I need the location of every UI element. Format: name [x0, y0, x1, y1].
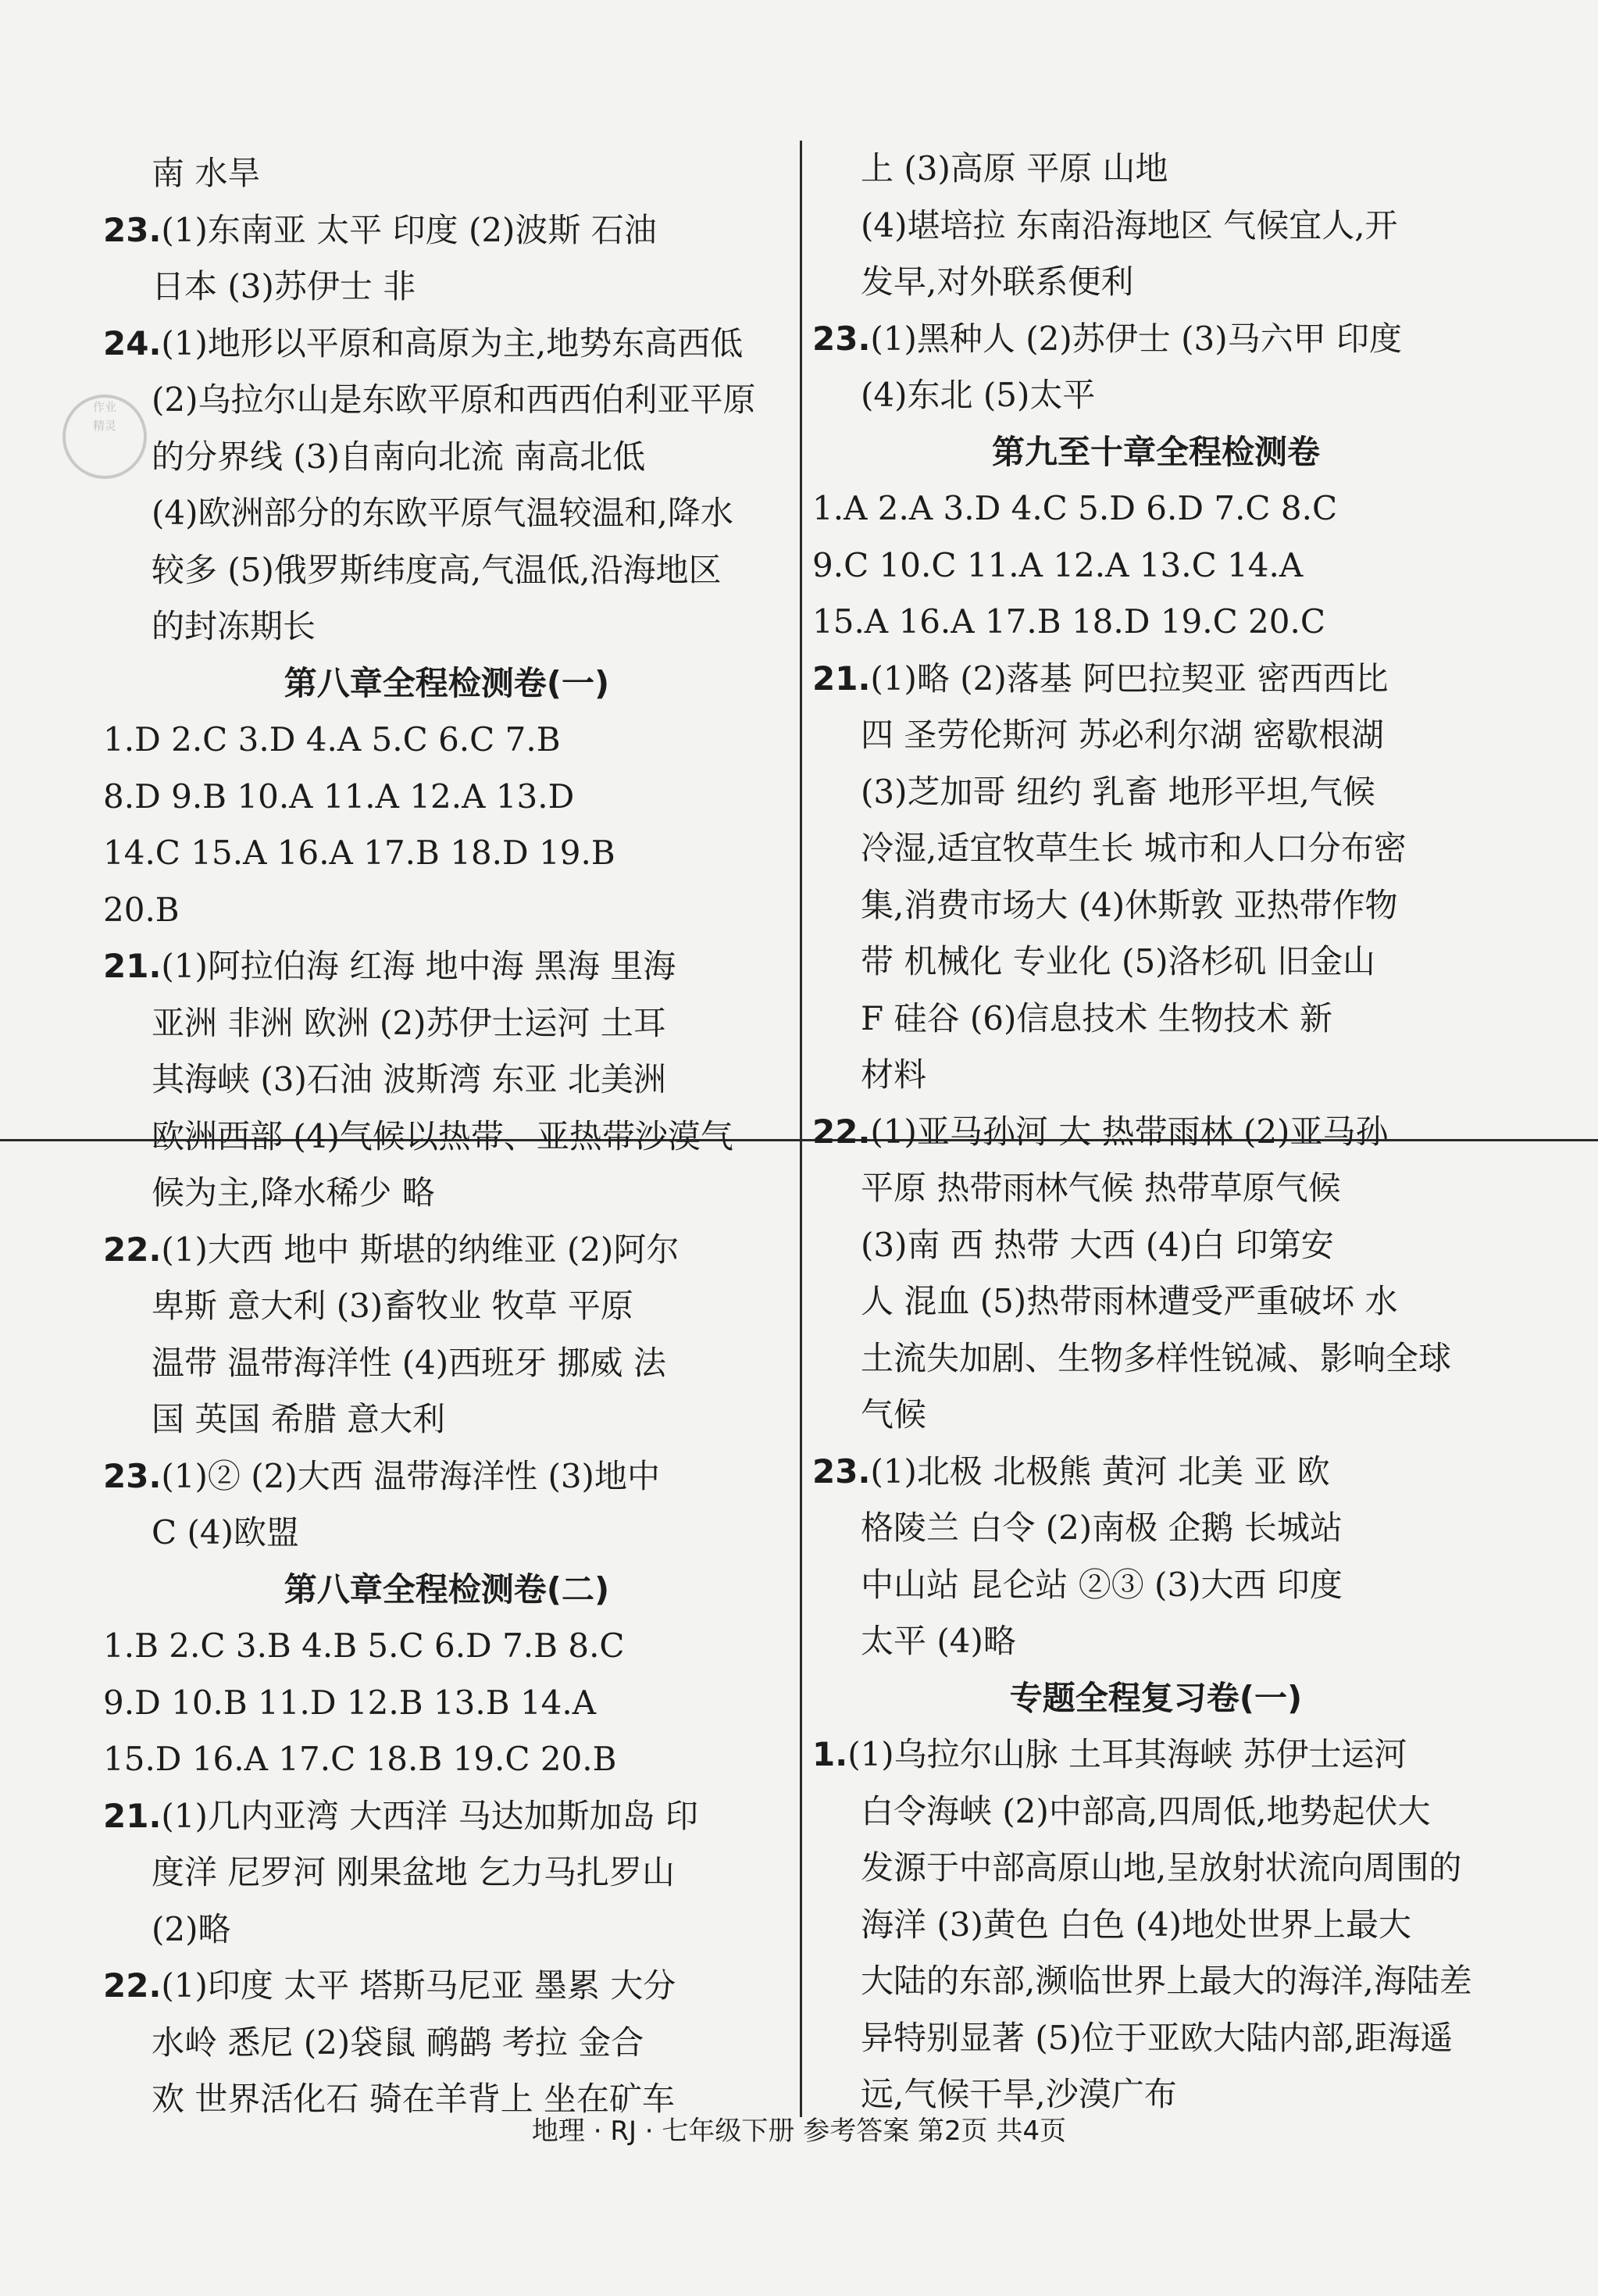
answer-text: (1)略 (2)落基 阿巴拉契亚 密西西比 — [870, 659, 1389, 698]
left-column — [103, 145, 790, 2128]
answer-continuation: 材料 — [861, 1055, 927, 1094]
answer-continuation: 温带 温带海洋性 (4)西班牙 挪威 法 — [152, 1343, 666, 1382]
answer-line — [812, 1104, 1500, 1161]
column-divider — [800, 141, 802, 2117]
answer-continuation: 白令海峡 (2)中部高,四周低,地势起伏大 — [861, 1791, 1431, 1830]
answer-continuation: F 硅谷 (6)信息技术 生物技术 新 — [861, 998, 1333, 1037]
answer-text: (1)印度 太平 塔斯马尼亚 墨累 大分 — [161, 1966, 676, 2005]
choice-answers: 8.D 9.B 10.A 11.A 12.A 13.D — [103, 777, 575, 816]
answer-continuation: 发源于中部高原山地,呈放射状流向周围的 — [861, 1848, 1462, 1887]
answer-continuation: 大陆的东部,濒临世界上最大的海洋,海陆差 — [861, 1962, 1472, 2000]
answer-continuation: (2)略 — [152, 1909, 231, 1948]
answer-continuation: 日本 (3)苏伊士 非 — [152, 267, 416, 305]
answer-continuation: 较多 (5)俄罗斯纬度高,气温低,沿海地区 — [152, 550, 722, 589]
choice-answers: 1.A 2.A 3.D 4.C 5.D 6.D 7.C 8.C — [812, 489, 1338, 527]
choice-answers: 9.C 10.C 11.A 12.A 13.C 14.A — [812, 545, 1304, 584]
section-title: 第八章全程检测卷(二) — [284, 1569, 610, 1609]
answer-line — [812, 1726, 1500, 1784]
answer-continuation: 国 英国 希腊 意大利 — [152, 1400, 446, 1438]
question-number: 21. — [812, 659, 871, 698]
answer-continuation: (2)乌拉尔山是东欧平原和西西伯利亚平原 — [152, 380, 756, 419]
answer-continuation: 亚洲 非洲 欧洲 (2)苏伊士运河 土耳 — [152, 1003, 666, 1042]
answer-continuation: 的分界线 (3)自南向北流 南高北低 — [152, 437, 646, 476]
answer-line — [103, 1222, 790, 1279]
answer-continuation: 卑斯 意大利 (3)畜牧业 牧草 平原 — [152, 1287, 633, 1325]
answer-continuation: (3)南 西 热带 大西 (4)白 印第安 — [861, 1225, 1334, 1264]
answer-continuation: 候为主,降水稀少 略 — [152, 1173, 435, 1212]
answer-text: (1)地形以平原和高原为主,地势东高西低 — [161, 323, 744, 362]
choice-answers: 20.B — [103, 890, 180, 929]
answer-text: (1)② (2)大西 温带海洋性 (3)地中 — [161, 1456, 660, 1495]
answer-text: (1)大西 地中 斯堪的纳维亚 (2)阿尔 — [161, 1230, 680, 1269]
answer-continuation: 集,消费市场大 (4)休斯敦 亚热带作物 — [861, 885, 1398, 924]
answer-continuation: C (4)欧盟 — [152, 1513, 299, 1551]
answer-continuation: 四 圣劳伦斯河 苏必利尔湖 密歇根湖 — [861, 716, 1385, 754]
question-number: 23. — [103, 1456, 162, 1495]
answer-continuation: 平原 热带雨林气候 热带草原气候 — [861, 1169, 1341, 1207]
answer-line — [103, 1958, 790, 2015]
answer-continuation: (4)欧洲部分的东欧平原气温较温和,降水 — [152, 494, 733, 532]
answer-text: (1)乌拉尔山脉 土耳其海峡 苏伊士运河 — [847, 1735, 1407, 1773]
answer-continuation: 上 (3)高原 平原 山地 — [861, 149, 1168, 187]
answer-continuation: 远,气候干旱,沙漠广布 — [861, 2075, 1177, 2113]
answer-text: (1)黑种人 (2)苏伊士 (3)马六甲 印度 — [870, 319, 1402, 358]
answer-line — [103, 1448, 790, 1505]
answer-continuation: 度洋 尼罗河 刚果盆地 乞力马扎罗山 — [152, 1853, 676, 1891]
answer-text: (1)阿拉伯海 红海 地中海 黑海 里海 — [161, 947, 676, 985]
answer-continuation: 海洋 (3)黄色 白色 (4)地处世界上最大 — [861, 1905, 1412, 1944]
answer-continuation: (3)芝加哥 纽约 乳畜 地形平坦,气候 — [861, 772, 1375, 811]
answer-continuation: 气候 — [861, 1395, 927, 1434]
answer-continuation: 太平 (4)略 — [861, 1622, 1016, 1660]
answer-continuation: 中山站 昆仑站 ②③ (3)大西 印度 — [861, 1565, 1343, 1604]
choice-answers: 14.C 15.A 16.A 17.B 18.D 19.B — [103, 834, 615, 872]
answer-continuation: (4)堪培拉 东南沿海地区 气候宜人,开 — [861, 205, 1398, 245]
answer-continuation: 发早,对外联系便利 — [861, 262, 1134, 301]
answer-continuation: (4)东北 (5)太平 — [861, 376, 1096, 414]
answer-continuation: 其海峡 (3)石油 波斯湾 东亚 北美洲 — [152, 1060, 666, 1098]
answer-continuation: 带 机械化 专业化 (5)洛杉矶 旧金山 — [861, 942, 1375, 980]
answer-continuation: 冷湿,适宜牧草生长 城市和人口分布密 — [861, 829, 1407, 867]
answer-line — [103, 202, 790, 259]
answer-line — [103, 316, 790, 373]
choice-answers: 9.D 10.B 11.D 12.B 13.B 14.A — [103, 1683, 597, 1722]
answer-text: (1)亚马孙河 大 热带雨林 (2)亚马孙 — [870, 1112, 1389, 1151]
section-title: 第八章全程检测卷(一) — [284, 663, 610, 702]
question-number: 21. — [103, 947, 162, 985]
answer-text: (1)几内亚湾 大西洋 马达加斯加岛 印 — [161, 1796, 698, 1835]
choice-answers: 15.D 16.A 17.C 18.B 19.C 20.B — [103, 1740, 617, 1778]
answer-continuation: 欢 世界活化石 骑在羊背上 坐在矿车 — [152, 2080, 676, 2118]
answer-line — [812, 311, 1500, 368]
question-number: 21. — [103, 1796, 162, 1835]
answer-text: (1)北极 北极熊 黄河 北美 亚 欧 — [870, 1452, 1330, 1491]
section-title: 第九至十章全程检测卷 — [991, 432, 1320, 471]
question-number: 1. — [812, 1735, 848, 1773]
answer-continuation: 人 混血 (5)热带雨林遭受严重破坏 水 — [861, 1282, 1398, 1320]
choice-answers: 1.D 2.C 3.D 4.A 5.C 6.C 7.B — [103, 720, 561, 759]
question-number: 22. — [812, 1112, 871, 1151]
watermark-stamp: 作业 精灵 — [62, 395, 147, 479]
answer-continuation: 格陵兰 白令 (2)南极 企鹅 长城站 — [861, 1509, 1343, 1547]
answer-text: (1)东南亚 太平 印度 (2)波斯 石油 — [161, 210, 657, 249]
answer-continuation: 水岭 悉尼 (2)袋鼠 鸸鹋 考拉 金合 — [152, 2023, 644, 2062]
question-number: 23. — [812, 1452, 871, 1491]
right-column — [812, 141, 1500, 2123]
answer-continuation: 土流失加剧、生物多样性锐减、影响全球 — [861, 1338, 1452, 1377]
answer-line — [103, 938, 790, 995]
choice-answers: 15.A 16.A 17.B 18.D 19.C 20.C — [812, 602, 1325, 641]
answer-continuation: 南 水旱 — [152, 154, 261, 192]
answer-continuation: 欧洲西部 (4)气候以热带、亚热带沙漠气 — [152, 1116, 733, 1155]
answer-line — [103, 1788, 790, 1845]
question-number: 23. — [812, 319, 871, 358]
answer-continuation: 异特别显著 (5)位于亚欧大陆内部,距海遥 — [861, 2018, 1454, 2057]
answer-line — [812, 651, 1500, 708]
page-footer: 地理 · RJ · 七年级下册 参考答案 第2页 共4页 — [531, 2116, 1067, 2147]
choice-answers: 1.B 2.C 3.B 4.B 5.C 6.D 7.B 8.C — [103, 1626, 625, 1665]
answer-line — [812, 1444, 1500, 1501]
section-title: 专题全程复习卷(一) — [1009, 1678, 1303, 1717]
answer-continuation: 的封冻期长 — [152, 607, 316, 645]
question-number: 24. — [103, 323, 162, 362]
question-number: 23. — [103, 210, 162, 249]
question-number: 22. — [103, 1966, 162, 2005]
question-number: 22. — [103, 1230, 162, 1269]
